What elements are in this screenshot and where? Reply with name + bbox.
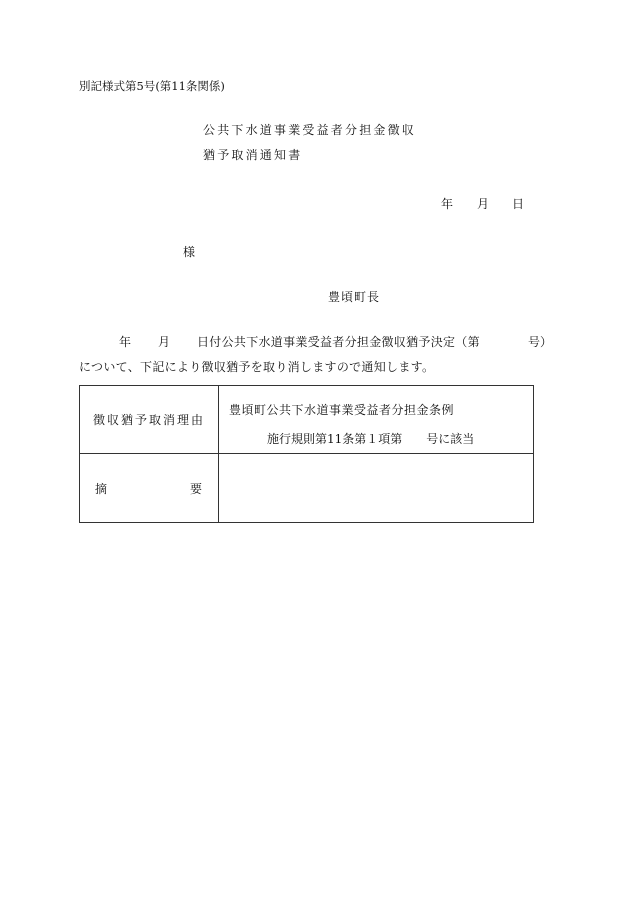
remarks-label-left: 摘 <box>95 481 108 496</box>
form-number-label: 別記様式第5号(第11条関係) <box>79 79 225 93</box>
addressee-suffix: 様 <box>183 245 196 259</box>
reason-value-line2: 施行規則第11条第１項第 号に該当 <box>267 432 475 446</box>
date-month-label: 月 <box>477 197 490 211</box>
date-day-label: 日 <box>512 197 525 211</box>
remarks-value <box>219 454 534 523</box>
remarks-label <box>80 454 219 523</box>
document-title-line2: 猶予取消通知書 <box>203 148 303 162</box>
body-text-line1: 日付公共下水道事業受益者分担金徴収猶予決定（第 <box>197 335 480 349</box>
body-year-label: 年 <box>119 335 132 349</box>
body-month-label: 月 <box>158 335 171 349</box>
body-number-close: 号） <box>528 335 553 349</box>
reason-value-line1: 豊頃町公共下水道事業受益者分担金条例 <box>229 403 455 417</box>
document-title-line1: 公共下水道事業受益者分担金徴収 <box>203 123 417 137</box>
table-row-remarks <box>80 454 534 523</box>
remarks-label-right: 要 <box>189 481 202 496</box>
issuer-name: 豊頃町長 <box>328 290 381 304</box>
table-row-reason <box>80 386 534 454</box>
body-text-line2: について、下記により徴収猶予を取り消しますので通知します。 <box>79 360 435 374</box>
date-year-label: 年 <box>441 197 454 211</box>
reason-label: 徴収猶予取消理由 <box>80 386 219 454</box>
reason-value <box>219 386 534 454</box>
details-table <box>79 385 534 523</box>
